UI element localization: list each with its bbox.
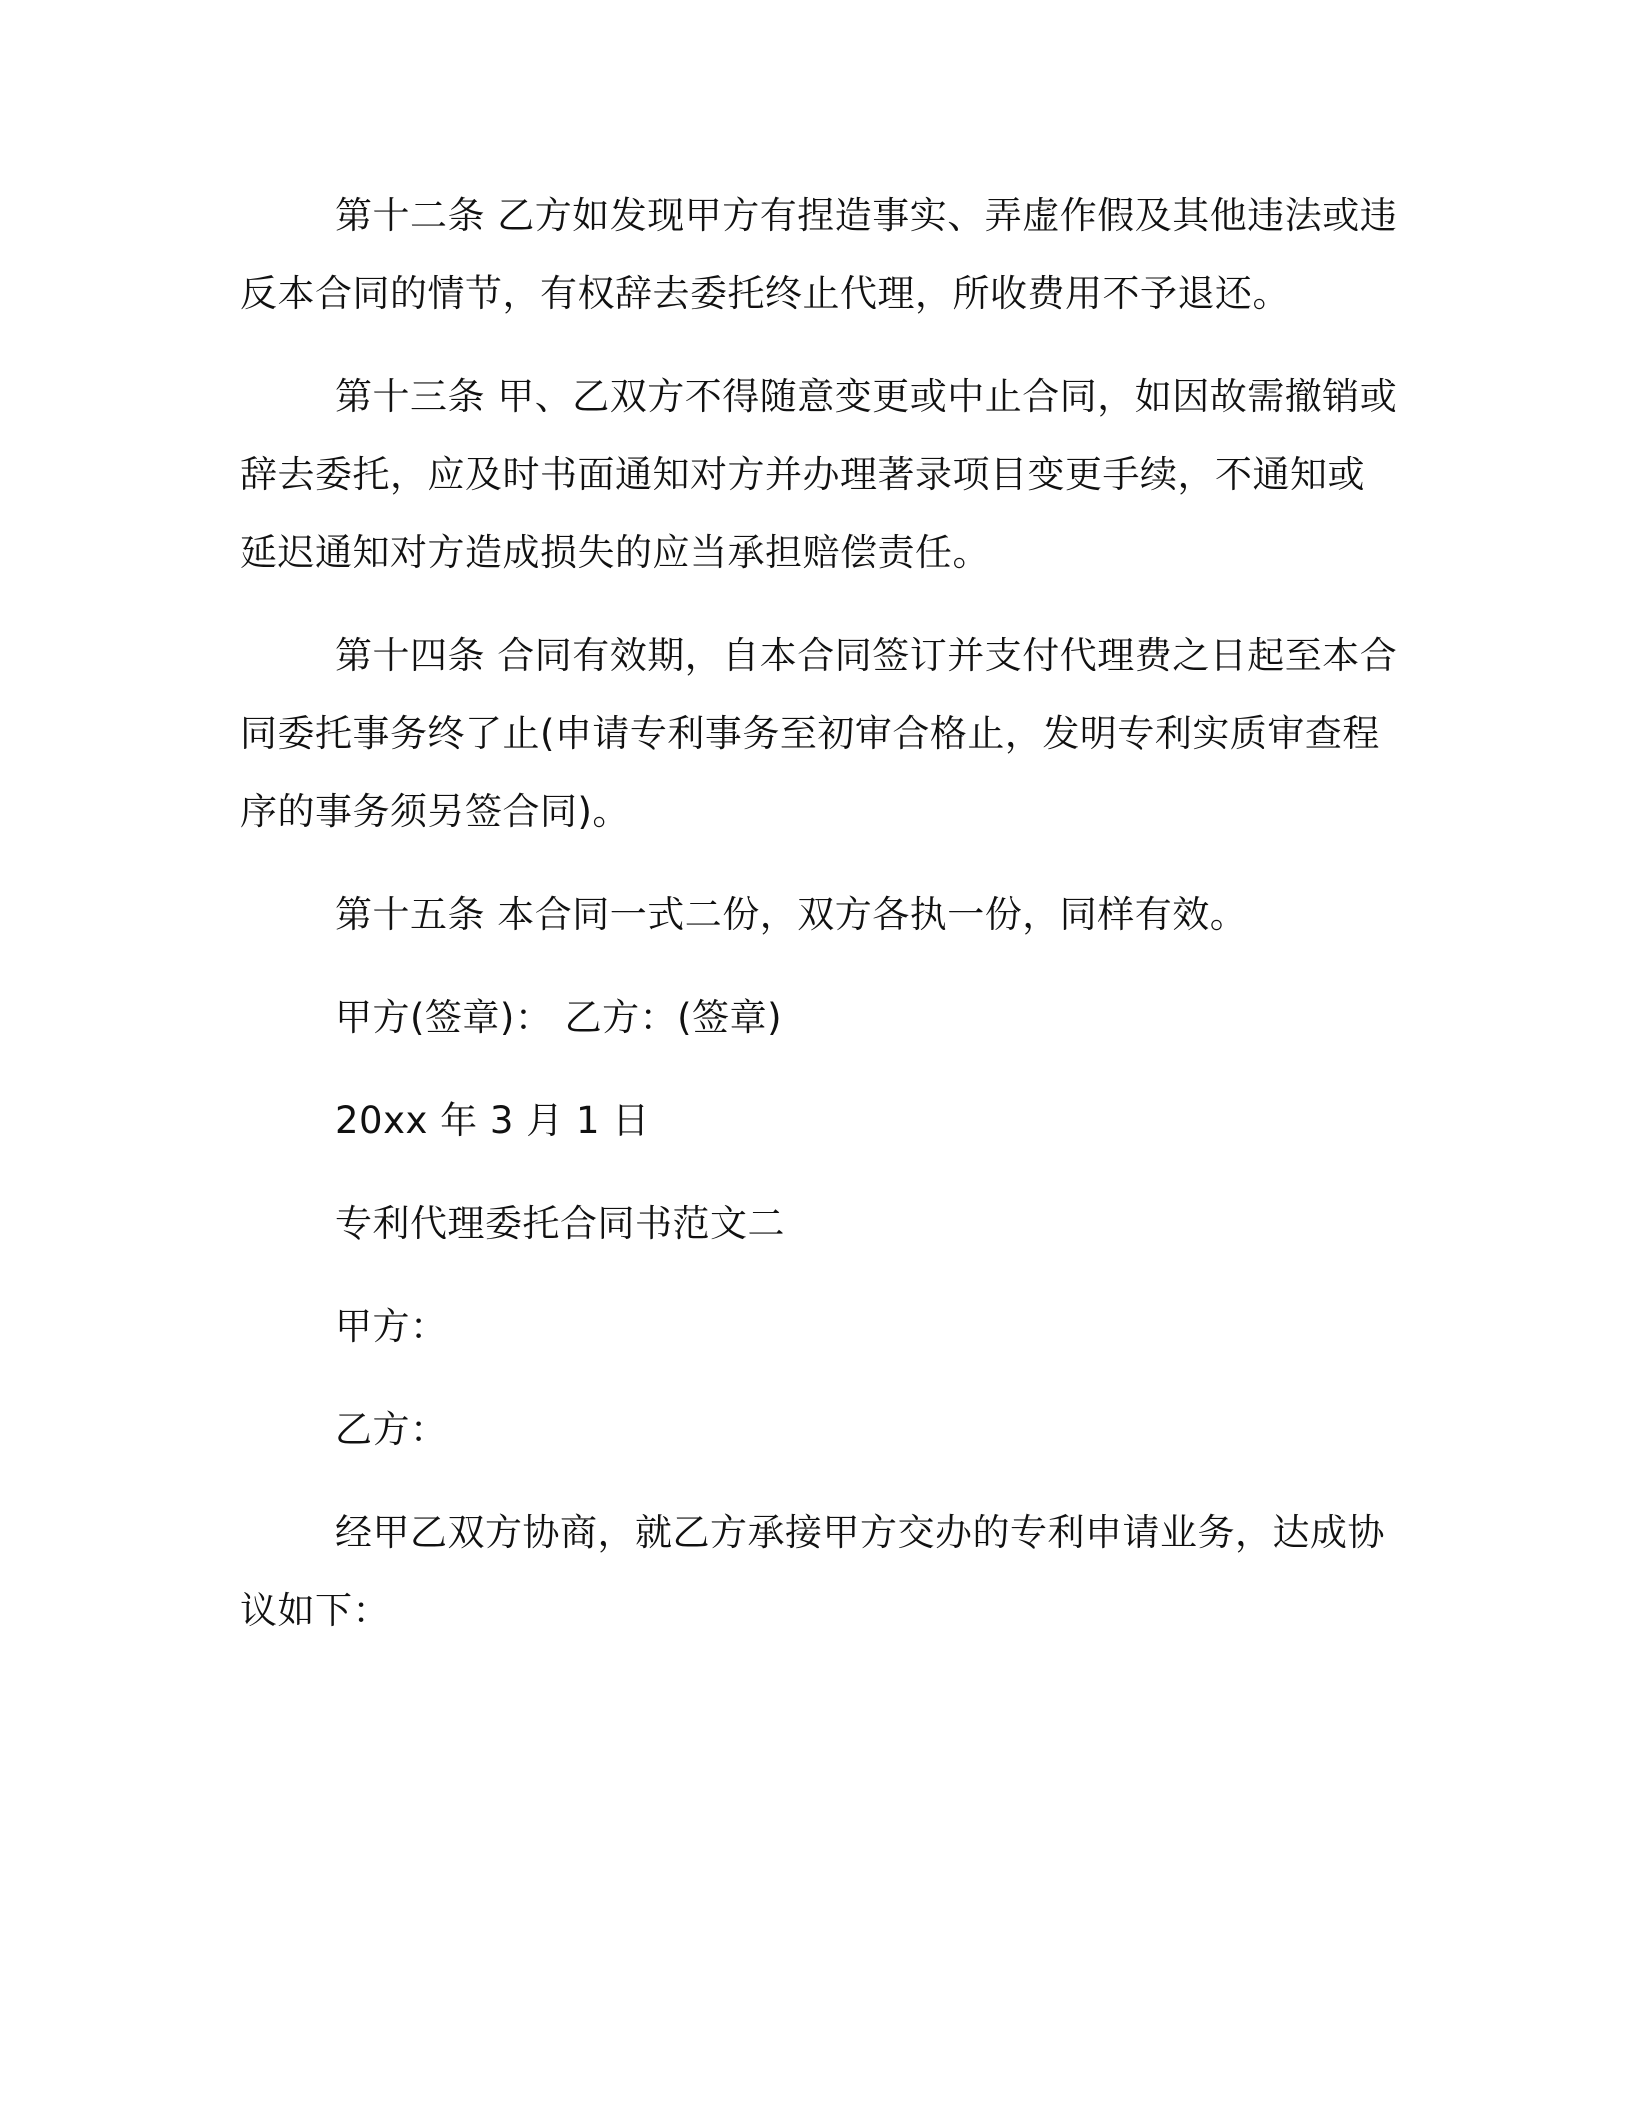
text-line: 第十二条 乙方如发现甲方有捏造事实、弄虚作假及其他违法或违 <box>335 194 1398 237</box>
article-12-paragraph <box>240 177 1398 333</box>
text-line: 乙方： <box>335 1408 448 1451</box>
text-line: 延迟通知对方造成损失的应当承担赔偿责任。 <box>240 531 990 574</box>
text-line: 甲方(签章)： 乙方：(签章) <box>335 996 783 1039</box>
article-15-paragraph <box>240 876 1380 954</box>
text-line: 甲方： <box>335 1305 448 1348</box>
text-line: 20xx 年 3 月 1 日 <box>335 1099 650 1142</box>
text-line: 序的事务须另签合同)。 <box>240 790 630 833</box>
text-line: 专利代理委托合同书范文二 <box>335 1202 785 1245</box>
date-line <box>240 1082 1380 1160</box>
text-line: 第十五条 本合同一式二份，双方各执一份，同样有效。 <box>335 893 1248 936</box>
text-line: 第十三条 甲、乙双方不得随意变更或中止合同，如因故需撤销或 <box>335 375 1398 418</box>
article-14-paragraph <box>240 617 1398 851</box>
text-line: 同委托事务终了止(申请专利事务至初审合格止，发明专利实质审查程 <box>240 712 1380 755</box>
text-line: 反本合同的情节，有权辞去委托终止代理，所收费用不予退还。 <box>240 272 1290 315</box>
party-b-line <box>240 1391 1380 1469</box>
agreement-intro-paragraph <box>240 1494 1385 1650</box>
text-line: 辞去委托，应及时书面通知对方并办理著录项目变更手续，不通知或 <box>240 453 1365 496</box>
document-body <box>240 177 1398 1675</box>
text-line: 议如下： <box>240 1589 390 1632</box>
article-13-paragraph <box>240 358 1398 592</box>
party-a-line <box>240 1288 1380 1366</box>
signature-line <box>240 979 1380 1057</box>
text-line: 第十四条 合同有效期，自本合同签订并支付代理费之日起至本合 <box>335 634 1398 677</box>
text-line: 经甲乙双方协商，就乙方承接甲方交办的专利申请业务，达成协 <box>335 1511 1385 1554</box>
section-title <box>240 1185 1380 1263</box>
